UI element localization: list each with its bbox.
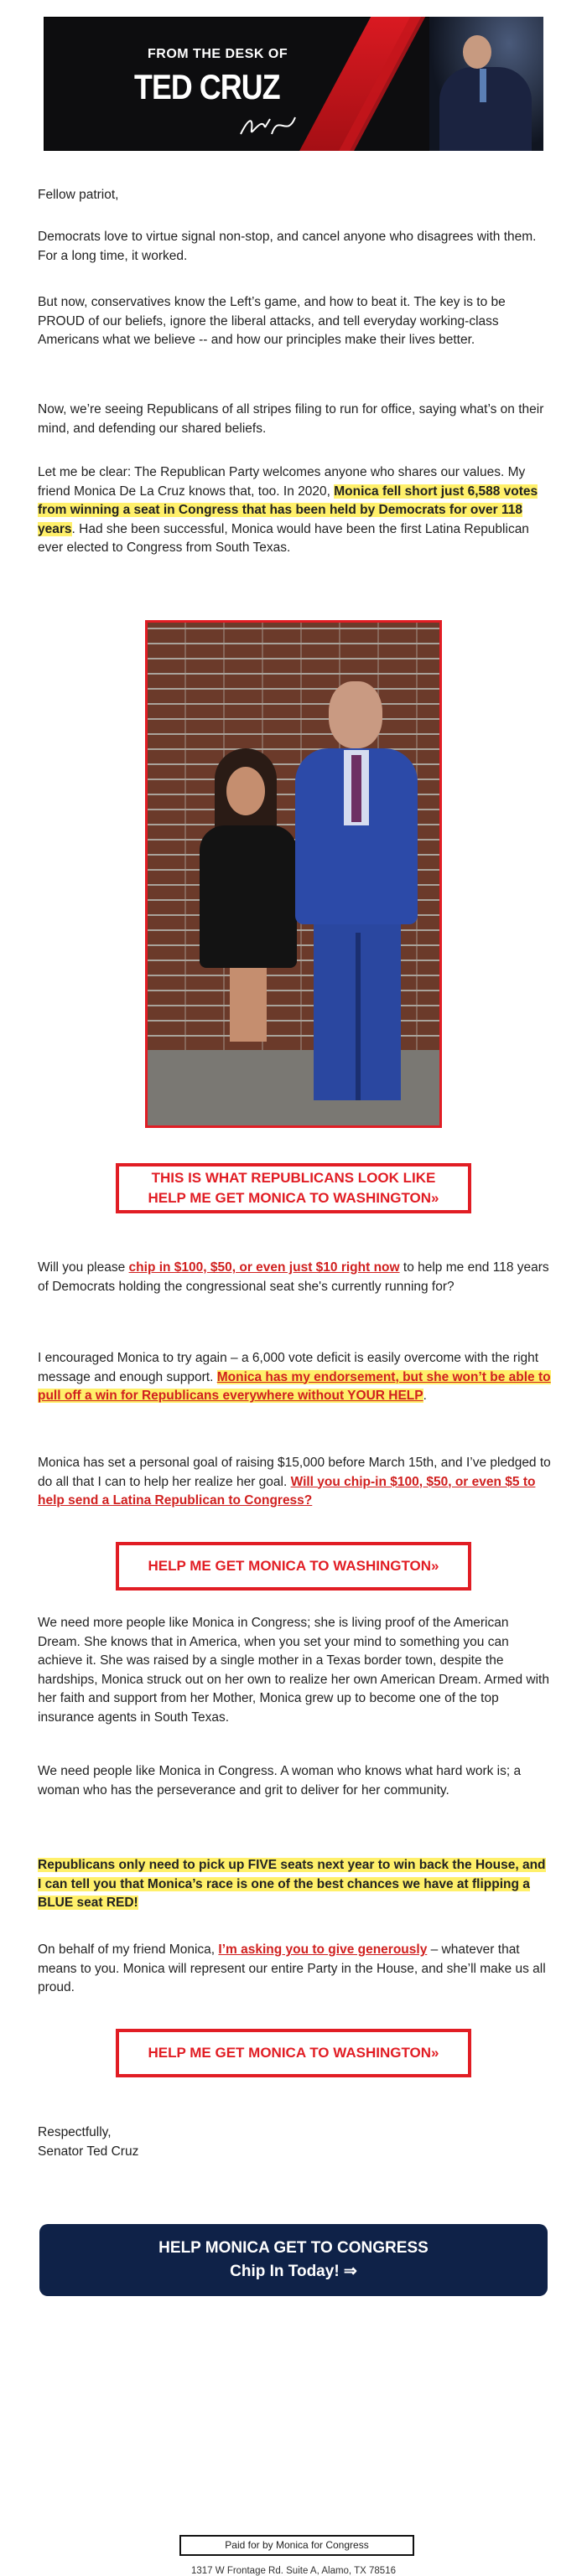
- p6-text-a: I encouraged Monica to try again – a 6,000 vote deficit is easily overcome with the right message and enough support.: [38, 1351, 539, 1384]
- paragraph-5: [38, 1259, 551, 1296]
- p7-text-a: Monica has set a personal goal of raising $15,000 before March 15th, and I’ve pledged to do all that I can to help her realize her goal.: [38, 1456, 551, 1489]
- final-button-line2: Chip In Today! ⇒: [230, 2263, 357, 2280]
- signoff: Senator Ted Cruz: [38, 2144, 139, 2159]
- paragraph-3: Now, we’re seeing Republicans of all stripes filing to run for office, saying what’s on their mind, and defending our shared beliefs.: [38, 402, 544, 436]
- cta1-line1: THIS IS WHAT REPUBLICANS LOOK LIKE: [151, 1170, 436, 1186]
- paragraph-10: [38, 1856, 551, 1913]
- paragraph-8: We need more people like Monica in Congress; she is living proof of the American Dream. She knows that in America, when you set your mind to something you can achieve it. She was raised by a single mother in a Texas border town, despite the hardships, Monica struck out on her own to realize her own American Dream. Armed with her faith and support from her Mother, Monica grew up to become one of the top insurance agents in South Texas.: [38, 1616, 549, 1725]
- chip-in-link-1[interactable]: chip in $100, $50, or even just $10 right now: [128, 1260, 400, 1275]
- p11-text-a: On behalf of my friend Monica,: [38, 1942, 219, 1957]
- paragraph-6: [38, 1349, 551, 1406]
- paragraph-11: [38, 1941, 551, 1998]
- paid-for-disclaimer: Paid for by Monica for Congress: [179, 2535, 414, 2556]
- p11-text-b: – whatever that means to you. Monica will represent our entire Party in the House, and she’ll make us all proud.: [38, 1942, 546, 1994]
- endorsement-link[interactable]: Monica has my endorsement, but she won’t be able to pull off a win for Republicans everywhere without YOUR HELP: [38, 1369, 551, 1403]
- monica-and-ted-photo: [145, 620, 442, 1128]
- cta2-label: HELP ME GET MONICA TO WASHINGTON»: [148, 1558, 439, 1574]
- p4-text-b: . Had she been successful, Monica would have been the first Latina Republican ever elected to Congress from South Texas.: [38, 521, 529, 555]
- p5-text-b: to help me end 118 years of Democrats holding the congressional seat she's currently running for?: [38, 1260, 549, 1294]
- greeting: Fellow patriot,: [38, 188, 119, 202]
- p4-highlight: Monica fell short just 6,588 votes from winning a seat in Congress that has been held by Democrats for over 118 years: [38, 484, 538, 536]
- desk-line: FROM THE DESK OF: [148, 47, 288, 61]
- chip-in-today-button[interactable]: [39, 2224, 548, 2296]
- p10-highlight: Republicans only need to pick up FIVE seats next year to win back the House, and I can tell you that Monica’s race is one of the best chances we have at flipping a BLUE seat RED!: [38, 1858, 546, 1910]
- final-button-line1: HELP MONICA GET TO CONGRESS: [158, 2239, 429, 2257]
- ted-cruz-portrait: [429, 17, 543, 151]
- p4-text-a: Let me be clear: The Republican Party welcomes anyone who shares our values. My friend Monica De La Cruz knows that, too. In 2020,: [38, 465, 526, 499]
- p5-text-a: Will you please: [38, 1260, 129, 1275]
- cta-button-1[interactable]: [116, 1163, 471, 1213]
- banner-name: TED CRUZ: [134, 67, 280, 106]
- chip-in-link-2[interactable]: Will you chip-in $100, $50, or even $5 to help send a Latina Republican to Congress?: [38, 1474, 536, 1508]
- paragraph-4: [38, 463, 551, 558]
- paragraph-7: [38, 1454, 551, 1511]
- cta3-label: HELP ME GET MONICA TO WASHINGTON»: [148, 2045, 439, 2061]
- cta-button-2[interactable]: [116, 1542, 471, 1591]
- footer-address: 1317 W Frontage Rd. Suite A, Alamo, TX 78516: [191, 2566, 396, 2576]
- give-generously-link[interactable]: I’m asking you to give generously: [218, 1942, 428, 1957]
- cta1-line2: HELP ME GET MONICA TO WASHINGTON»: [148, 1190, 439, 1206]
- signature-icon: [236, 109, 304, 142]
- header-banner: [44, 17, 543, 151]
- paragraph-2: But now, conservatives know the Left’s game, and how to beat it. The key is to be PROUD of our beliefs, ignore the liberal attacks, and tell everyday working-class Americans what we believe -- and how our principles make their lives better.: [38, 295, 506, 347]
- paragraph-9: We need people like Monica in Congress. A woman who knows what hard work is; a woman who has the perseverance and grit to deliver for her community.: [38, 1764, 522, 1798]
- paragraph-1: Democrats love to virtue signal non-stop, and cancel anyone who disagrees with them. For a long time, it worked.: [38, 230, 537, 263]
- p6-text-b: .: [423, 1389, 427, 1403]
- cta-button-3[interactable]: [116, 2029, 471, 2077]
- closing: Respectfully,: [38, 2125, 112, 2139]
